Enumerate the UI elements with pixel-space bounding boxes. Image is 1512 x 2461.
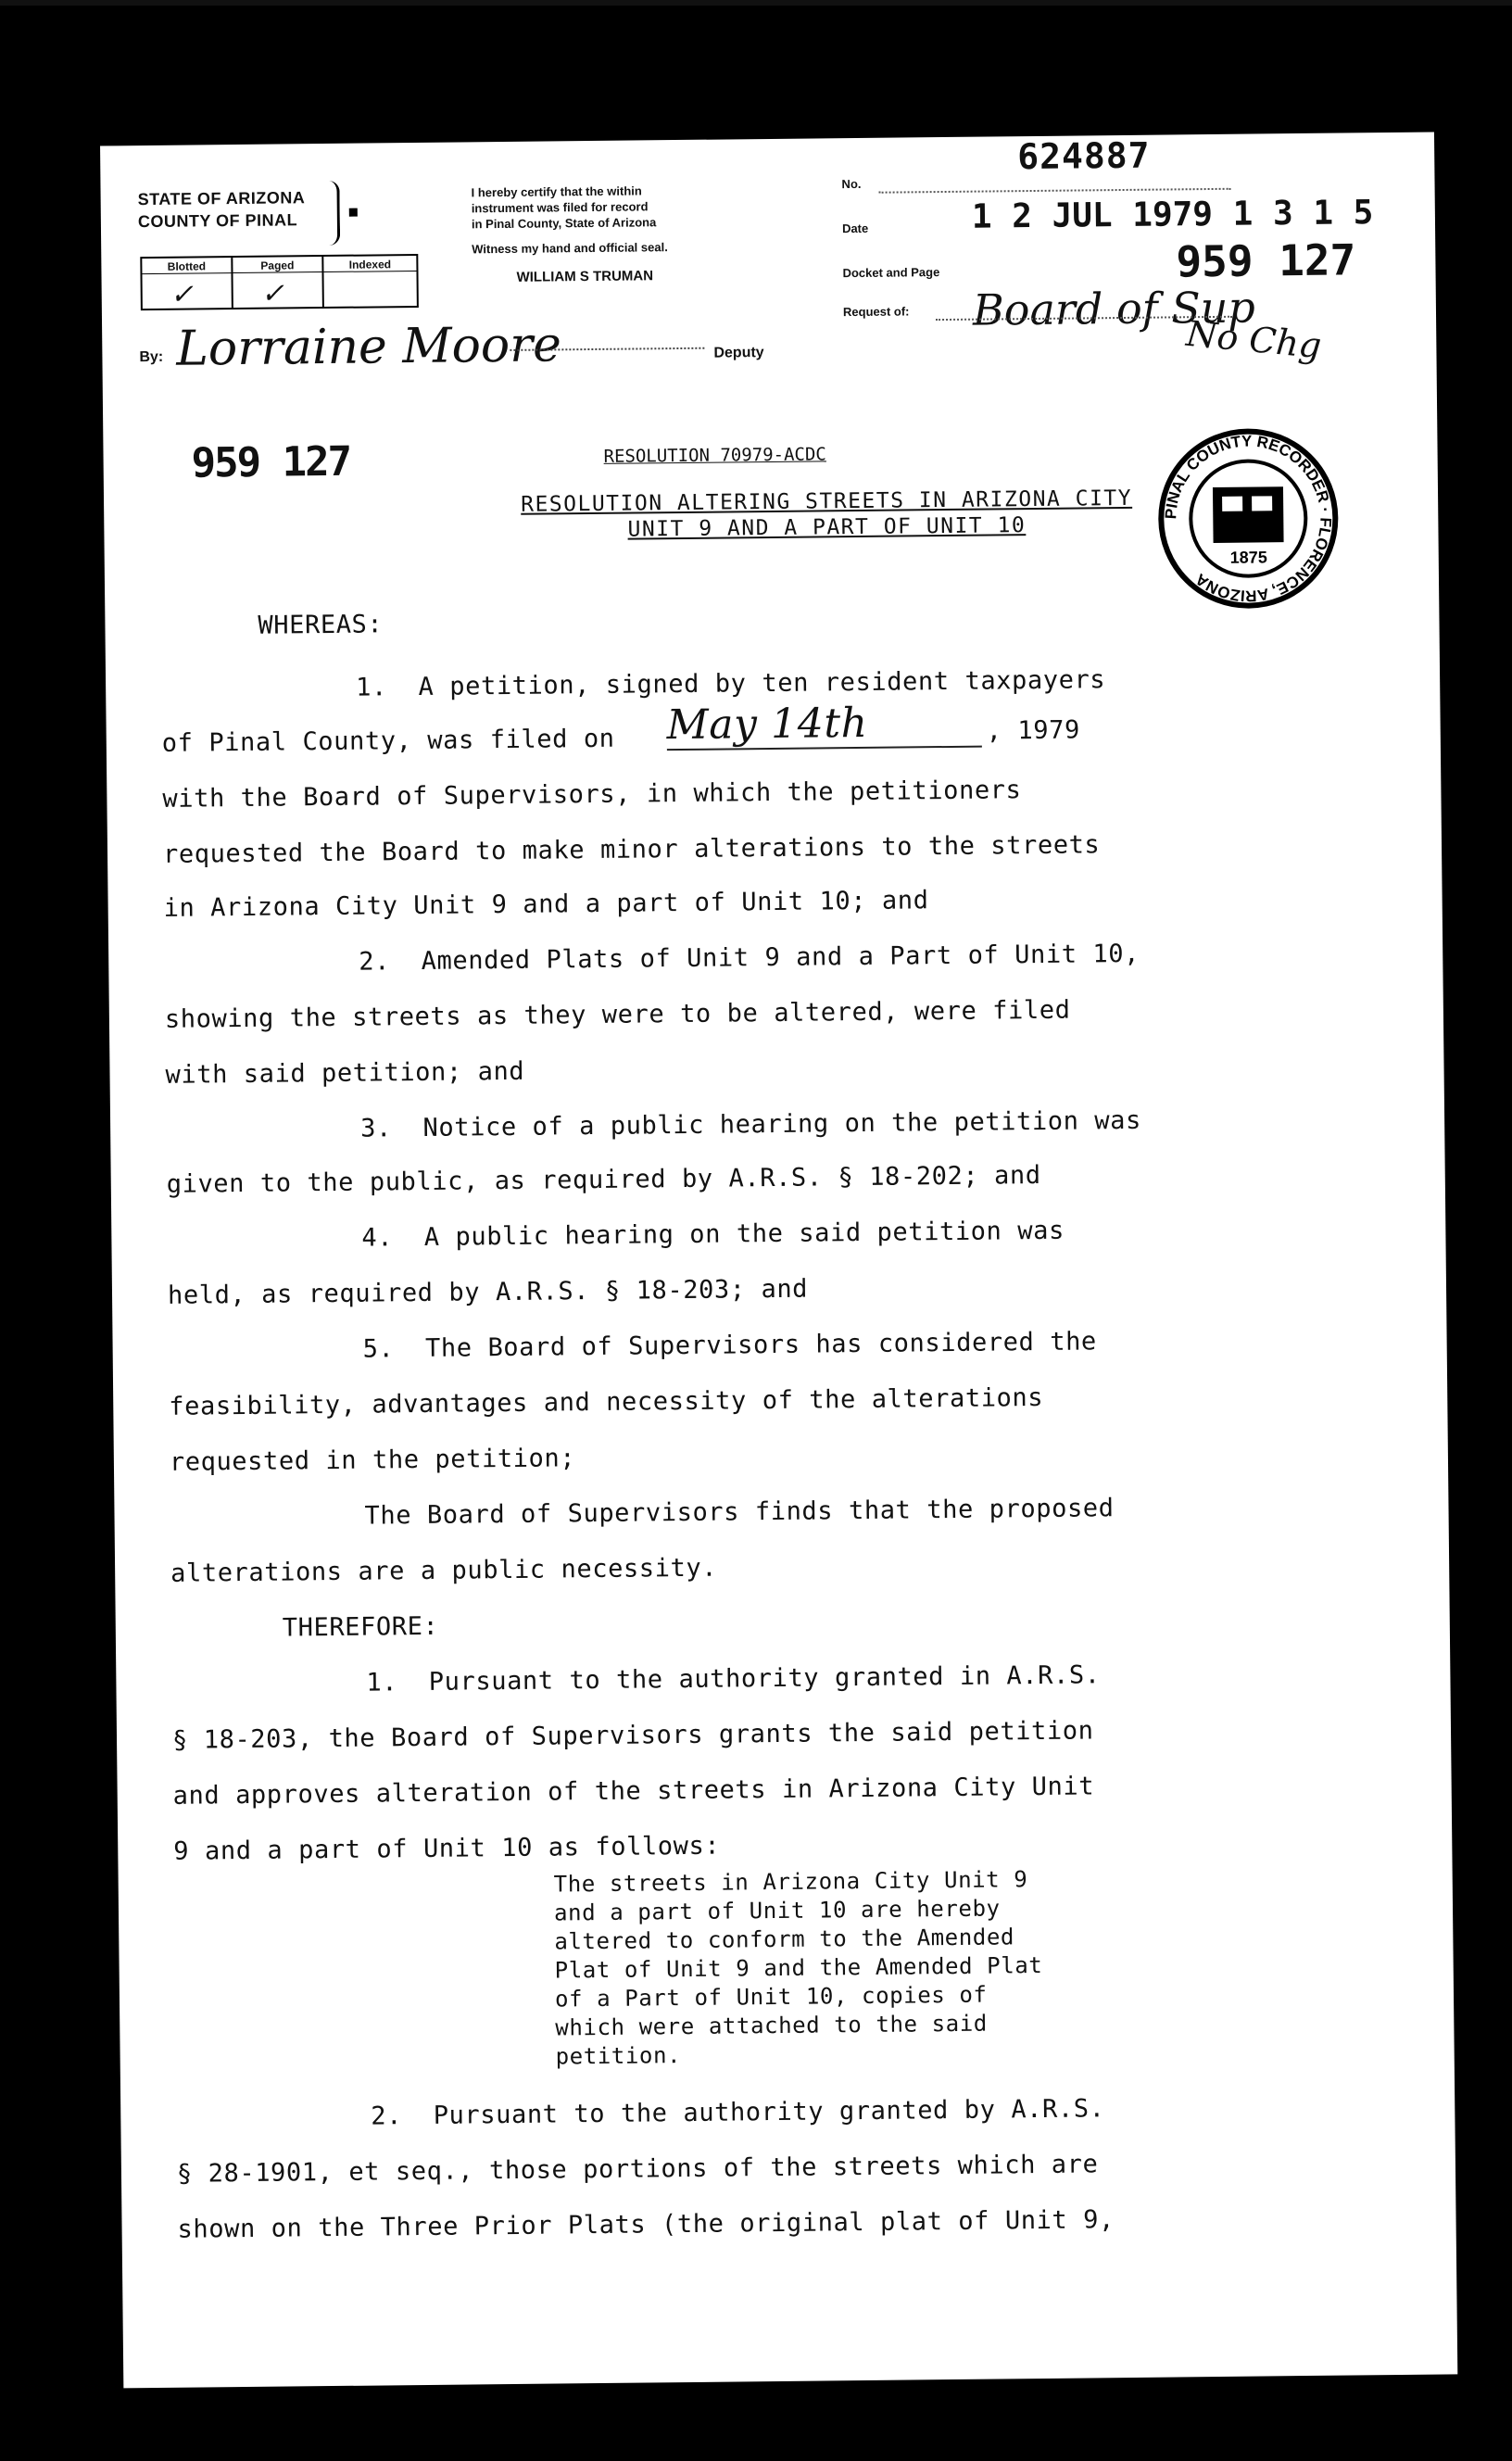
book-page-number: 959 127 bbox=[191, 437, 351, 487]
body-line: 4. A public hearing on the said petition was bbox=[361, 1216, 1065, 1253]
status-label: Indexed bbox=[323, 258, 416, 272]
body-line: 2. Amended Plats of Unit 9 and a Part of Unit 10, bbox=[359, 939, 1140, 977]
status-indexed bbox=[323, 256, 417, 307]
body-line: in Arizona City Unit 9 and a part of Unit 10; and bbox=[163, 886, 929, 923]
stamp-county: COUNTY OF PINAL bbox=[137, 210, 298, 232]
body-line: 1. A petition, signed by ten resident taxpayers bbox=[356, 665, 1106, 702]
body-line: § 28-1901, et seq., those portions of the streets which are bbox=[176, 2150, 1099, 2189]
title-line: UNIT 9 AND A PART OF UNIT 10 bbox=[627, 513, 1027, 542]
indented-line: altered to conform to the Amended bbox=[554, 1924, 1015, 1955]
status-label: Blotted bbox=[142, 259, 231, 274]
body-line: alterations are a public necessity. bbox=[170, 1553, 718, 1588]
docket-label: Docket and Page bbox=[842, 265, 940, 281]
body-line: feasibility, advantages and necessity of the alterations bbox=[169, 1382, 1044, 1421]
body-line: requested the Board to make minor alterations to the streets bbox=[162, 830, 1101, 869]
seal-year: 1875 bbox=[1229, 548, 1267, 567]
body-line: 9 and a part of Unit 10 as follows: bbox=[173, 1831, 721, 1866]
certification-block bbox=[471, 182, 768, 285]
deputy-label: Deputy bbox=[713, 345, 764, 361]
brace-mark bbox=[327, 181, 340, 246]
date-label: Date bbox=[841, 221, 869, 236]
handwritten-filed-date: May 14th bbox=[666, 699, 982, 751]
witness-line: Witness my hand and official seal. bbox=[472, 240, 668, 257]
indented-provision bbox=[554, 1865, 1075, 2072]
seal-ring-text: PINAL COUNTY RECORDER · FLORENCE, ARIZONA bbox=[1162, 432, 1335, 605]
body-line: with the Board of Supervisors, in which the petitioners bbox=[162, 776, 1022, 814]
indented-line: Plat of Unit 9 and the Amended Plat bbox=[554, 1951, 1043, 1984]
recording-date: 1 2 JUL 1979 1 3 1 5 bbox=[971, 194, 1374, 236]
certify-line: I hereby certify that the within bbox=[471, 183, 642, 200]
body-line: 3. Notice of a public hearing on the petition was bbox=[359, 1105, 1142, 1143]
status-boxes bbox=[140, 254, 419, 310]
document-number: 624887 bbox=[1016, 134, 1151, 178]
body-line: given to the public, as required by A.R.S. § 18-202; and bbox=[166, 1160, 1041, 1199]
county-recorder-seal bbox=[1154, 425, 1342, 612]
indented-line: and a part of Unit 10 are hereby bbox=[553, 1895, 1001, 1926]
indented-line: The streets in Arizona City Unit 9 bbox=[553, 1866, 1028, 1898]
certify-line: in Pinal County, State of Arizona bbox=[471, 215, 657, 232]
deputy-signature: Lorraine Moore bbox=[176, 317, 562, 377]
resolution-title bbox=[410, 485, 1244, 545]
body-line: with said petition; and bbox=[165, 1056, 525, 1090]
request-of-value: Board of Sup bbox=[972, 282, 1256, 335]
body-line: , 1979 bbox=[986, 715, 1081, 746]
status-label: Paged bbox=[233, 259, 321, 273]
body-line: § 18-203, the Board of Supervisors grants the said petition bbox=[171, 1716, 1094, 1755]
indented-line: which were attached to the said bbox=[555, 2010, 988, 2041]
bullet-mark bbox=[349, 208, 358, 217]
therefore-heading: THEREFORE: bbox=[282, 1611, 439, 1643]
indented-line: of a Part of Unit 10, copies of bbox=[554, 1981, 988, 2013]
body-line: and approves alteration of the streets in Arizona City Unit bbox=[172, 1772, 1095, 1811]
no-label: No. bbox=[841, 176, 862, 192]
status-blotted bbox=[142, 258, 233, 309]
resolution-number: RESOLUTION 70979-ACDC bbox=[603, 444, 826, 467]
body-line: held, as required by A.R.S. § 18-203; and bbox=[167, 1274, 809, 1310]
request-label: Request of: bbox=[842, 304, 910, 320]
recorder-name: WILLIAM S TRUMAN bbox=[516, 268, 654, 285]
body-line: 5. The Board of Supervisors has considered the bbox=[362, 1327, 1097, 1364]
by-label: By: bbox=[139, 348, 164, 366]
body-line: shown on the Three Prior Plats (the original plat of Unit 9, bbox=[177, 2205, 1115, 2244]
body-line: showing the streets as they were to be altered, were filed bbox=[164, 995, 1071, 1034]
request-of-note: No Chg bbox=[1184, 312, 1324, 367]
status-paged bbox=[233, 257, 324, 308]
indented-line: petition. bbox=[555, 2042, 682, 2070]
body-line: 1. Pursuant to the authority granted in A.R.S. bbox=[366, 1660, 1101, 1697]
dotted-rule bbox=[879, 188, 1231, 194]
body-line: requested in the petition; bbox=[169, 1444, 576, 1477]
stamp-jurisdiction bbox=[138, 186, 306, 233]
docket-page: 959 127 bbox=[1176, 234, 1356, 287]
stamp-state: STATE OF ARIZONA bbox=[137, 188, 306, 209]
body-line: The Board of Supervisors finds that the proposed bbox=[364, 1494, 1115, 1531]
document-page bbox=[100, 132, 1457, 2388]
body-line: of Pinal County, was filed on bbox=[161, 724, 615, 758]
body-line: 2. Pursuant to the authority granted by A.R.S. bbox=[371, 2094, 1105, 2131]
whereas-heading: WHEREAS: bbox=[258, 610, 384, 640]
check-mark-icon: ✓ bbox=[260, 277, 285, 310]
certify-line: instrument was filed for record bbox=[471, 199, 649, 216]
title-line: RESOLUTION ALTERING STREETS IN ARIZONA CITY bbox=[521, 486, 1133, 517]
check-mark-icon: ✓ bbox=[170, 278, 195, 311]
